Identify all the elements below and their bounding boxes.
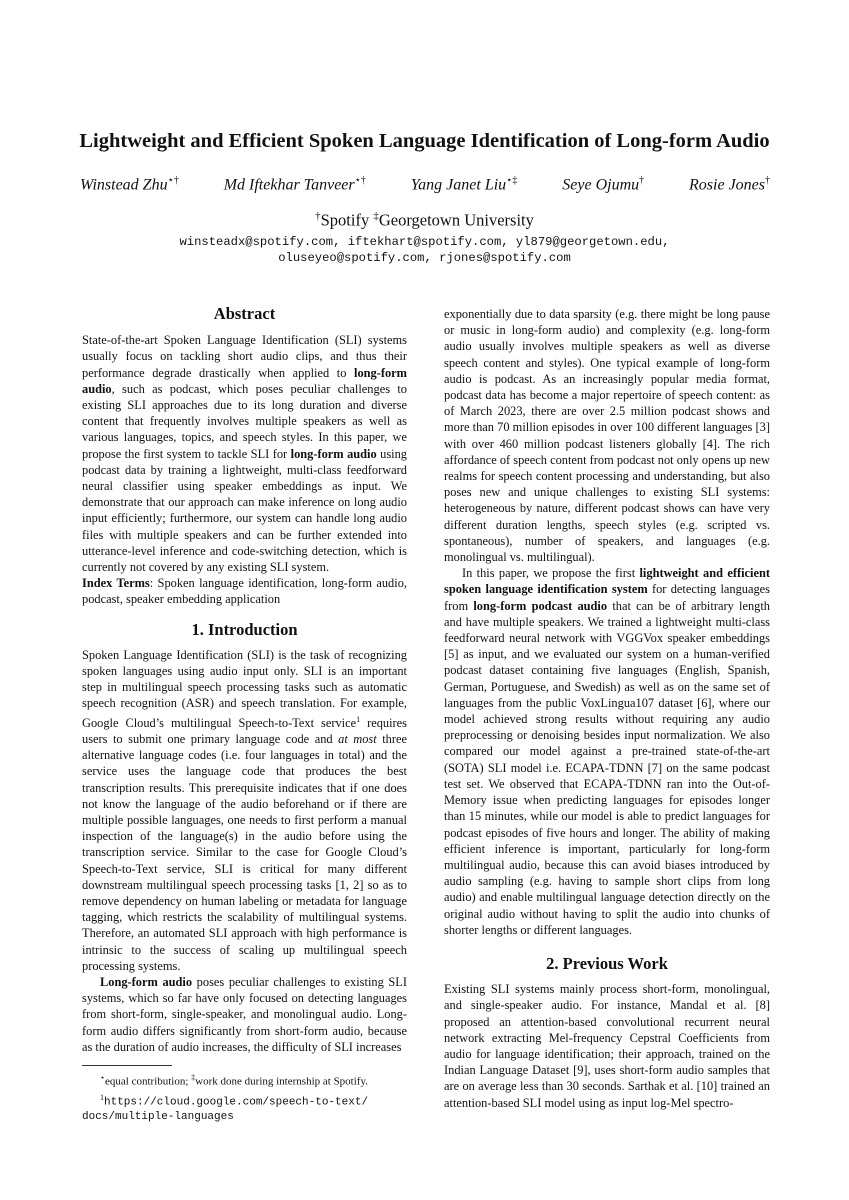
email-line: oluseyeo@spotify.com, rjones@spotify.com bbox=[278, 251, 571, 265]
intro-paragraph: Long-form audio poses peculiar challenges to existing SLI systems, which so far have only focused on detecting languages from short-form, single-speaker, and monolingual audio. Long-form audio differs significantly from short-form audio, because as the duration of audio increases, the difficulty of SLI increases bbox=[82, 975, 407, 1054]
footnote-url: $^1$https://cloud.google.com/speech-to-text/ bbox=[100, 1092, 369, 1109]
right-column bbox=[444, 306, 770, 1111]
paper-title: Lightweight and Efficient Spoken Language Identification of Long-form Audio bbox=[79, 130, 770, 152]
email-line: winsteadx@spotify.com, iftekhart@spotify.com, yl879@georgetown.edu, bbox=[179, 235, 670, 249]
author: Winstead Zhu⋆† bbox=[80, 175, 179, 194]
footnotes bbox=[82, 1070, 407, 1125]
footnote-divider bbox=[82, 1065, 172, 1066]
footnote: ⋆equal contribution; ‡work done during internship at Spotify. bbox=[100, 1073, 368, 1088]
left-column bbox=[82, 306, 407, 1125]
intro-paragraph: Spoken Language Identification (SLI) is the task of recognizing spoken languages using audio input only. SLI is an important step in multilingual speech processing tasks such as automatic speech recognition (ASR) and speech translation. For example, Google Cloud’s multilingual Speech-to-Text service$^1$ requires users to submit one primary language code and at most three alternative language codes (i.e. four languages in total) and the service uses the language code that produces the best transcription results. This prerequisite indicates that if one does not know the language of the audio beforehand or if there are multiple possible languages, one needs to first perform a manual inspection of the language(s) in the audio before using the transcription service. Similar to the case for Google Cloud’s Speech-to-Text service, SLI is critical for many different downstream multilingual speech processing tasks [1, 2] so as to remove dependency on human labeling or metadata for language tagging, which restricts the scalability of multilingual systems. Therefore, an automated SLI approach with high performance is intrinsic to the success of scaling up multilingual speech processing systems. bbox=[82, 647, 407, 973]
abstract-heading: Abstract bbox=[213, 304, 276, 323]
abstract-body: State-of-the-art Spoken Language Identification (SLI) systems usually focus on tackling short audio clips, and thus their performance degrade drastically when applied to long-form audio, such as podcast, which poses peculiar challenges to existing SLI approaches due to its long duration and diverse content that frequently involves multiple speakers as well as various languages, topics, and speech styles. In this paper, we propose the first system to tackle SLI for long-form audio using podcast data by training a lightweight, multi-class feedforward neural classifier using speaker embeddings as input. We demonstrate that our approach can make inference on long audio input efficiently; furthermore, our system can handle long audio files with multiple speakers and can be further extended into utterance-level inference and code-switching detection, which is currently not covered by any existing SLI system. bbox=[82, 333, 407, 575]
affiliations: †Spotify ‡Georgetown University bbox=[315, 210, 534, 230]
footnote-url-cont: docs/multiple-languages bbox=[82, 1111, 234, 1124]
author: Md Iftekhar Tanveer⋆† bbox=[223, 175, 366, 194]
intro-paragraph: exponentially due to data sparsity (e.g. there might be long pause or music in long-form audio) and complexity (e.g. long-form audio usually involves multiple speakers as well as diverse speech content and styles). One typical example of long-form audio is podcast. As an increasingly popular media format, podcast data has become a major repertoire of speech content: as of March 2023, there are over 2.5 million podcast shows and more than 70 million episodes in over 100 different languages [3] with over 460 million podcast listeners globally [4]. The rich affordance of speech content from podcast not only opens up new realms for speech content processing and understanding, but also poses new and unique challenges to existing SLI systems: heterogeneous by nature, different podcast shows can have very different duration lengths, speech styles (e.g. scripted vs. spontaneous), number of speakers, and languages (e.g. monolingual vs. multilingual). bbox=[444, 307, 770, 565]
author: Yang Janet Liu⋆‡ bbox=[410, 175, 518, 194]
intro-paragraph: In this paper, we propose the first lightweight and efficient spoken language identification system for detecting languages from long-form podcast audio that can be of arbitrary length and have multiple speakers. We trained a lightweight multi-class feedforward neural network with VGGVox speaker embeddings [5] as input, and we evaluated our system on a human-verified podcast dataset containing five languages (English, Spanish, German, Portuguese, and Swedish) as well as on the same set of languages from the public VoxLingua107 dataset [6], where our model achieved strong results without requiring any audio preprocessing or denoising besides input normalization. We also compared our model against a pre-trained state-of-the-art (SOTA) SLI model i.e. ECAPA-TDNN [7] on the same podcast test set. We observed that ECAPA-TDNN ran into the Out-of-Memory issue when predicting languages for episodes longer than 15 minutes, while our model is able to predict languages for podcast episodes of five hours and longer. The ability of making efficient inference is important, particularly for long-form multilingual audio, because this can avoid biases introduced by audio sampling (e.g. having to sample short clips from long audio) and enable multilingual language detection directly on the original audio without having to split the audio into chunks of shorter lengths or different languages. bbox=[444, 566, 770, 937]
author: Rosie Jones† bbox=[689, 175, 770, 194]
index-terms: Index Terms: Spoken language identification, long-form audio, podcast, speaker embedding application bbox=[82, 576, 407, 607]
section-heading-introduction: 1. Introduction bbox=[191, 619, 298, 639]
previous-work-paragraph: Existing SLI systems mainly process short-form, monolingual, and single-speaker audio. For instance, Mandal et al. [8] proposed an attention-based convolutional recurrent neural network extracting Mel-frequency Cepstral Coefficients from audio for language identification; their approach, trained on the Indian Language Dataset [9], uses short-form audio samples that are on average less than 30 seconds. Sarthak et al. [10] trained an attention-based SLI model using as input log-Mel spectro- bbox=[444, 982, 770, 1110]
section-heading-previous-work: 2. Previous Work bbox=[546, 953, 668, 973]
author-list bbox=[80, 175, 770, 194]
author-emails bbox=[0, 234, 849, 266]
author: Seye Ojumu† bbox=[562, 175, 645, 194]
